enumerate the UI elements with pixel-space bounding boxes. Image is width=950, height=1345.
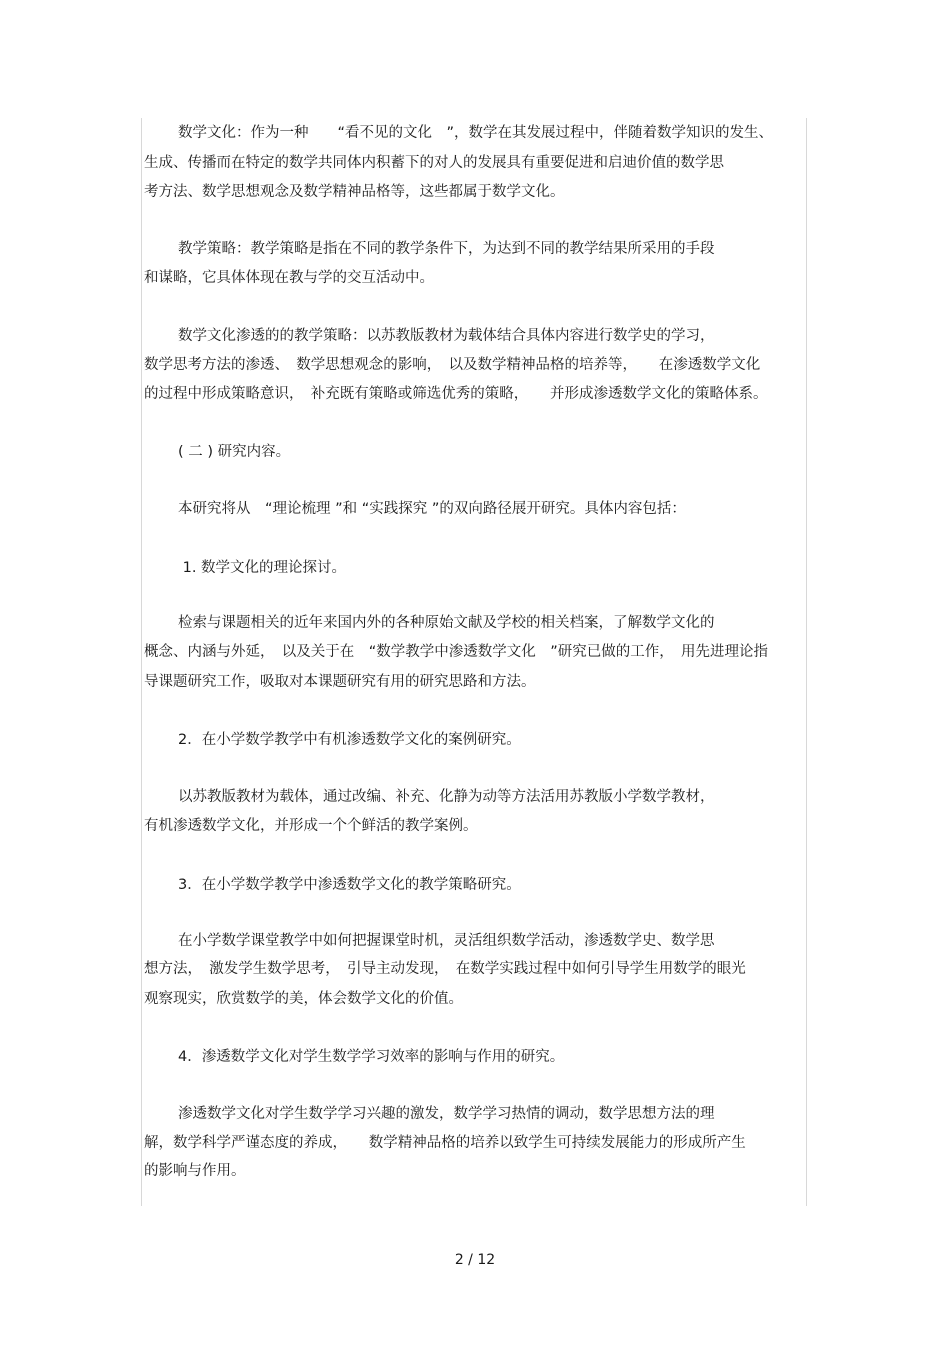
item-3-heading: 3．在小学数学教学中渗透数学文化的教学策略研究。 (178, 877, 521, 893)
item-2-body-line-2: 有机渗透数学文化，并形成一个个鲜活的教学案例。 (144, 818, 478, 834)
section-heading: ( 二 ) 研究内容。 (178, 444, 291, 460)
item-1-heading: 1. 数学文化的理论探讨。 (178, 560, 347, 576)
paragraph-1-line-3: 考方法、数学思想观念及数学精神品格等，这些都属于数学文化。 (144, 184, 565, 200)
intro-sentence: 本研究将从 “理论梳理 ”和 “实践探究 ”的双向路径展开研究。具体内容包括： (178, 501, 686, 517)
item-2-heading: 2．在小学数学教学中有机渗透数学文化的案例研究。 (178, 732, 521, 748)
item-3-body-line-2: 想方法， 激发学生数学思考， 引导主动发现， 在数学实践过程中如何引导学生用数学的眼光 (144, 961, 746, 977)
item-3-body-line-1: 在小学数学课堂教学中如何把握课堂时机，灵活组织数学活动，渗透数学史、数学思 (178, 933, 715, 949)
paragraph-1-line-1: 数学文化：作为一种 “看不见的文化 ”，数学在其发展过程中，伴随着数学知识的发生、 (178, 125, 774, 141)
item-1-body-line-1: 检索与课题相关的近年来国内外的各种原始文献及学校的相关档案，了解数学文化的 (178, 615, 715, 631)
item-4-heading: 4．渗透数学文化对学生数学学习效率的影响与作用的研究。 (178, 1049, 565, 1065)
paragraph-2-line-2: 和谋略，它具体体现在教与学的交互活动中。 (144, 270, 434, 286)
item-4-body-line-3: 的影响与作用。 (144, 1163, 246, 1179)
paragraph-3-line-1: 数学文化渗透的的教学策略：以苏教版教材为载体结合具体内容进行数学史的学习， (178, 328, 715, 344)
paragraph-2-line-1: 教学策略：教学策略是指在不同的教学条件下，为达到不同的教学结果所采用的手段 (178, 241, 715, 257)
page-number: 2 / 12 (454, 1252, 496, 1268)
item-2-body-line-1: 以苏教版教材为载体，通过改编、补充、化静为动等方法活用苏教版小学数学教材， (178, 789, 715, 805)
item-4-body-line-1: 渗透数学文化对学生数学学习兴趣的激发，数学学习热情的调动，数学思想方法的理 (178, 1106, 715, 1122)
item-1-body-line-3: 导课题研究工作，吸取对本课题研究有用的研究思路和方法。 (144, 674, 536, 690)
item-1-body-line-2: 概念、内涵与外延， 以及关于在 “数学教学中渗透数学文化 ”研究已做的工作， 用先进理论指 (144, 644, 769, 660)
paragraph-1-line-2: 生成、传播而在特定的数学共同体内积蓄下的对人的发展具有重要促进和启迪价值的数学思 (144, 155, 724, 171)
left-margin-rule (141, 118, 142, 1206)
paragraph-3-line-2: 数学思考方法的渗透、 数学思想观念的影响， 以及数学精神品格的培养等， 在渗透数学文化 (144, 357, 761, 373)
paragraph-3-line-3: 的过程中形成策略意识， 补充既有策略或筛选优秀的策略， 并形成渗透数学文化的策略体系。 (144, 386, 768, 402)
right-margin-rule (806, 118, 807, 1206)
item-4-body-line-2: 解，数学科学严谨态度的养成， 数学精神品格的培养以致学生可持续发展能力的形成所产生 (144, 1135, 746, 1151)
item-3-body-line-3: 观察现实，欣赏数学的美，体会数学文化的价值。 (144, 991, 463, 1007)
